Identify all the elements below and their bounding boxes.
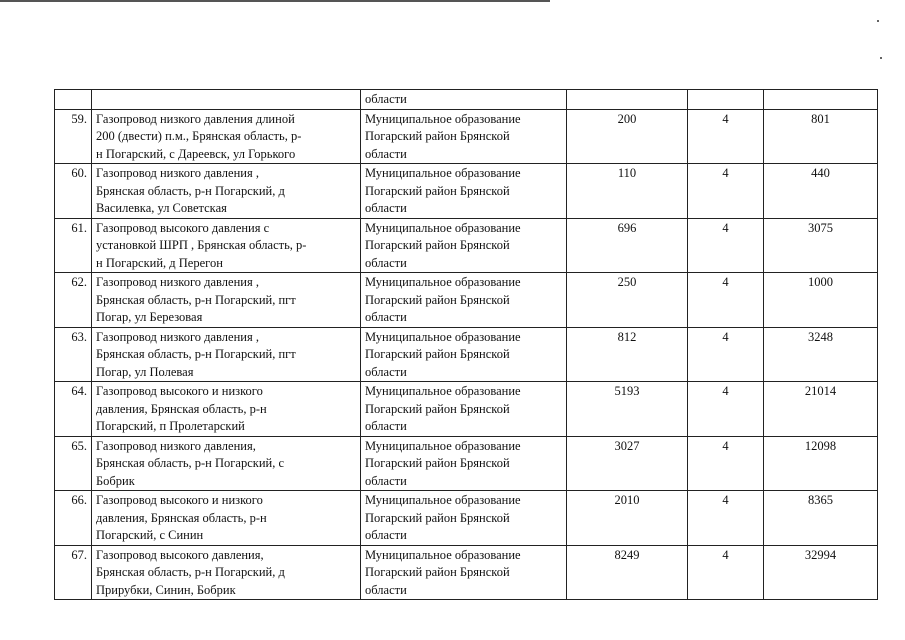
cell-col6: 12098 — [764, 436, 878, 491]
cell-owner: Муниципальное образование Погарский район Брянской области — [361, 382, 567, 437]
cell-length: 110 — [567, 164, 688, 219]
cell-owner: Муниципальное образование Погарский район Брянской области — [361, 218, 567, 273]
cell-col6: 3075 — [764, 218, 878, 273]
cell-number: 59. — [55, 109, 92, 164]
cell-owner: Муниципальное образование Погарский район Брянской области — [361, 273, 567, 328]
cell-col6 — [764, 90, 878, 110]
cell-col5: 4 — [688, 327, 764, 382]
cell-col5 — [688, 90, 764, 110]
cell-col6: 801 — [764, 109, 878, 164]
cell-object-name: Газопровод высокого и низкого давления, Брянская область, р-н Погарский, с Синин — [92, 491, 361, 546]
table-row — [55, 109, 878, 164]
table-row — [55, 491, 878, 546]
scan-edge-line — [0, 0, 550, 2]
cell-length: 5193 — [567, 382, 688, 437]
cell-length: 8249 — [567, 545, 688, 600]
cell-length: 696 — [567, 218, 688, 273]
cell-col6: 440 — [764, 164, 878, 219]
cell-col5: 4 — [688, 436, 764, 491]
cell-col5: 4 — [688, 164, 764, 219]
cell-object-name: Газопровод низкого давления, Брянская область, р-н Погарский, с Бобрик — [92, 436, 361, 491]
cell-object-name: Газопровод низкого давления , Брянская область, р-н Погарский, пгт Погар, ул Полевая — [92, 327, 361, 382]
table-row — [55, 218, 878, 273]
cell-number — [55, 90, 92, 110]
cell-object-name: Газопровод низкого давления длиной 200 (двести) п.м., Брянская область, р- н Погарский, с Дареевск, ул Горького — [92, 109, 361, 164]
cell-number: 63. — [55, 327, 92, 382]
cell-number: 66. — [55, 491, 92, 546]
cell-col6: 3248 — [764, 327, 878, 382]
cell-col6: 8365 — [764, 491, 878, 546]
cell-col5: 4 — [688, 273, 764, 328]
table-row — [55, 382, 878, 437]
table-row — [55, 327, 878, 382]
table-row — [55, 436, 878, 491]
cell-number: 62. — [55, 273, 92, 328]
cell-col6: 32994 — [764, 545, 878, 600]
cell-length: 2010 — [567, 491, 688, 546]
cell-length: 250 — [567, 273, 688, 328]
cell-owner: Муниципальное образование Погарский район Брянской области — [361, 491, 567, 546]
cell-col6: 1000 — [764, 273, 878, 328]
table-row-continuation — [55, 90, 878, 110]
scan-speck — [877, 20, 879, 22]
cell-number: 67. — [55, 545, 92, 600]
cell-owner: Муниципальное образование Погарский район Брянской области — [361, 327, 567, 382]
cell-owner: области — [361, 90, 567, 110]
cell-object-name: Газопровод высокого давления с установкой ШРП , Брянская область, р- н Погарский, д Перегон — [92, 218, 361, 273]
cell-owner: Муниципальное образование Погарский район Брянской области — [361, 545, 567, 600]
cell-number: 65. — [55, 436, 92, 491]
property-registry-table — [54, 89, 878, 600]
cell-owner: Муниципальное образование Погарский район Брянской области — [361, 436, 567, 491]
scan-speck — [880, 57, 882, 59]
cell-col5: 4 — [688, 218, 764, 273]
cell-object-name — [92, 90, 361, 110]
cell-col5: 4 — [688, 545, 764, 600]
cell-col5: 4 — [688, 109, 764, 164]
cell-col6: 21014 — [764, 382, 878, 437]
cell-col5: 4 — [688, 491, 764, 546]
cell-number: 60. — [55, 164, 92, 219]
cell-object-name: Газопровод высокого давления, Брянская область, р-н Погарский, д Прирубки, Синин, Бобрик — [92, 545, 361, 600]
cell-object-name: Газопровод высокого и низкого давления, Брянская область, р-н Погарский, п Пролетарский — [92, 382, 361, 437]
table-row — [55, 545, 878, 600]
cell-length: 812 — [567, 327, 688, 382]
cell-length: 3027 — [567, 436, 688, 491]
cell-owner: Муниципальное образование Погарский район Брянской области — [361, 164, 567, 219]
table-row — [55, 273, 878, 328]
cell-object-name: Газопровод низкого давления , Брянская область, р-н Погарский, пгт Погар, ул Березовая — [92, 273, 361, 328]
cell-length — [567, 90, 688, 110]
cell-number: 61. — [55, 218, 92, 273]
cell-object-name: Газопровод низкого давления , Брянская область, р-н Погарский, д Василевка, ул Советская — [92, 164, 361, 219]
cell-number: 64. — [55, 382, 92, 437]
cell-owner: Муниципальное образование Погарский район Брянской области — [361, 109, 567, 164]
cell-col5: 4 — [688, 382, 764, 437]
table-row — [55, 164, 878, 219]
cell-length: 200 — [567, 109, 688, 164]
